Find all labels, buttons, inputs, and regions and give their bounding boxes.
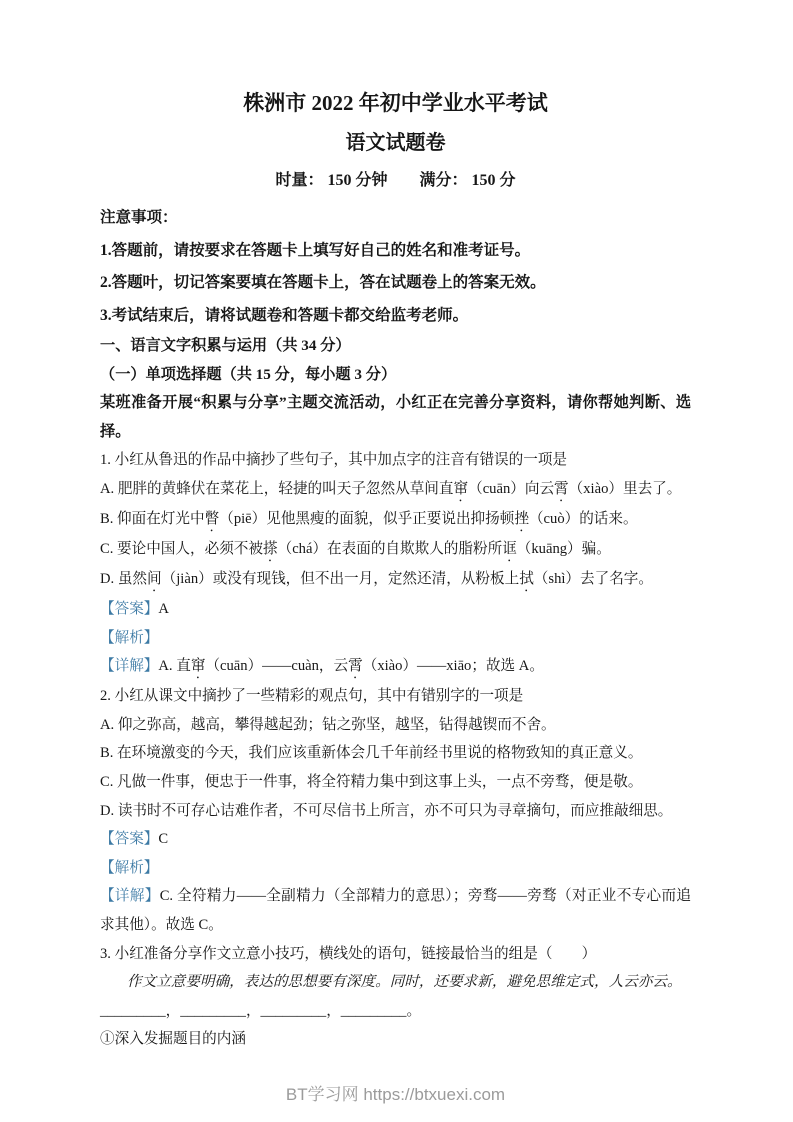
q3-quote: 作文立意要明确，表达的思想要有深度。同时，还要求新，避免思维定式，人云亦云。 <box>127 974 682 991</box>
q1-option-c: C. 要论中国人，必须不被搽（chá）在表面的自欺欺人的脂粉所诓（kuāng）骗。 <box>100 540 611 557</box>
section-intro: 某班准备开展“积累与分享”主题交流活动，小红正在完善分享资料，请你帮她判断、选择。 <box>100 394 691 440</box>
q2-option-c: C. 凡做一件事，便忠于一件事，将全符精力集中到这事上头，一点不旁骛，便是敬。 <box>100 773 643 790</box>
notice-item-2: 2.答题叶，切记答案要填在答题卡上，答在试题卷上的答案无效。 <box>100 274 546 291</box>
q1-stem: 1. 小红从鲁迅的作品中摘抄了些句子，其中加点字的注音有错误的一项是 <box>100 452 568 469</box>
q2-option-b: B. 在环境激变的今天，我们应该重新体会几千年前经书里说的格物致知的真正意义。 <box>100 745 643 762</box>
q3-choice-item-1: ①深入发掘题目的内涵 <box>100 1031 246 1048</box>
q1-answer-value: A <box>158 600 169 617</box>
analysis-label: 【解析】 <box>100 629 159 646</box>
q1-analysis-line <box>100 624 691 653</box>
answer-label: 【答案】 <box>100 600 159 617</box>
q1-answer-line <box>100 595 691 624</box>
q1-option-d: D. 虽然间（jiàn）或没有现钱，但不出一月，定然还清，从粉板上拭（shì）去了名字。 <box>100 570 653 587</box>
q3-blank-lines: _________，_________，_________，_________。 <box>100 1002 422 1019</box>
q3-stem: 3. 小红准备分享作文立意小技巧，横线处的语句，链接最恰当的组是（ ） <box>100 945 597 962</box>
q2-analysis-line <box>100 854 691 883</box>
notice-item-1: 1.答题前，请按要求在答题卡上填写好自己的姓名和准考证号。 <box>100 241 531 259</box>
footer-watermark <box>100 1084 691 1106</box>
q2-stem: 2. 小红从课文中摘抄了一些精彩的观点句，其中有错别字的一项是 <box>100 688 524 705</box>
answer-label: 【答案】 <box>100 831 159 848</box>
detail-label: 【详解】 <box>100 658 159 675</box>
page-title: 株洲市 2022 年初中学业水平考试 <box>243 91 548 115</box>
footer-site-credit: BT学习网 https://btxuexi.com <box>285 1084 506 1104</box>
section-subheading: （一）单项选择题（共 15 分，每小题 3 分） <box>100 365 397 383</box>
q2-detail-line <box>100 882 691 939</box>
q1-detail-line <box>100 652 691 682</box>
notice-item-3: 3.考试结束后，请将试题卷和答题卡都交给监考老师。 <box>100 306 469 324</box>
q1-option-b: B. 仰面在灯光中瞥（piē）见他黑瘦的面貌，似乎正要说出抑扬顿挫（cuò）的话来。 <box>100 510 638 527</box>
analysis-label: 【解析】 <box>100 859 159 876</box>
page-subtitle: 语文试题卷 <box>345 132 446 154</box>
exam-body <box>100 332 691 1054</box>
detail-label: 【详解】 <box>100 888 160 905</box>
q1-detail-text: A. 直窜（cuān）——cuàn，云霄（xiào）——xiāo；故选 A。 <box>158 658 544 675</box>
notices-label: 注意事项： <box>100 209 178 226</box>
q2-detail-text: C. 全符精力——全副精力（全部精力的意思）；旁骛——旁骛（对正业不专心而追求其他）。故选 C。 <box>100 888 691 933</box>
q2-option-d: D. 读书时不可存心诘难作者，不可尽信书上所言，亦不可只为寻章摘句，而应推敲细思。 <box>100 802 673 819</box>
q2-answer-line <box>100 825 691 854</box>
notices <box>100 202 691 332</box>
q1-option-a: A. 肥胖的黄蜂伏在菜花上，轻捷的叫天子忽然从草间直窜（cuān）向云霄（xiào）里去了。 <box>100 480 682 497</box>
section-heading: 一、语言文字积累与运用（共 34 分） <box>100 337 351 354</box>
q2-option-a: A. 仰之弥高，越高，攀得越起劲；钻之弥坚，越坚，钻得越锲而不舍。 <box>100 716 556 733</box>
q2-answer-value: C <box>158 831 169 848</box>
exam-meta: 时量： 150 分钟 满分： 150 分 <box>275 172 516 189</box>
